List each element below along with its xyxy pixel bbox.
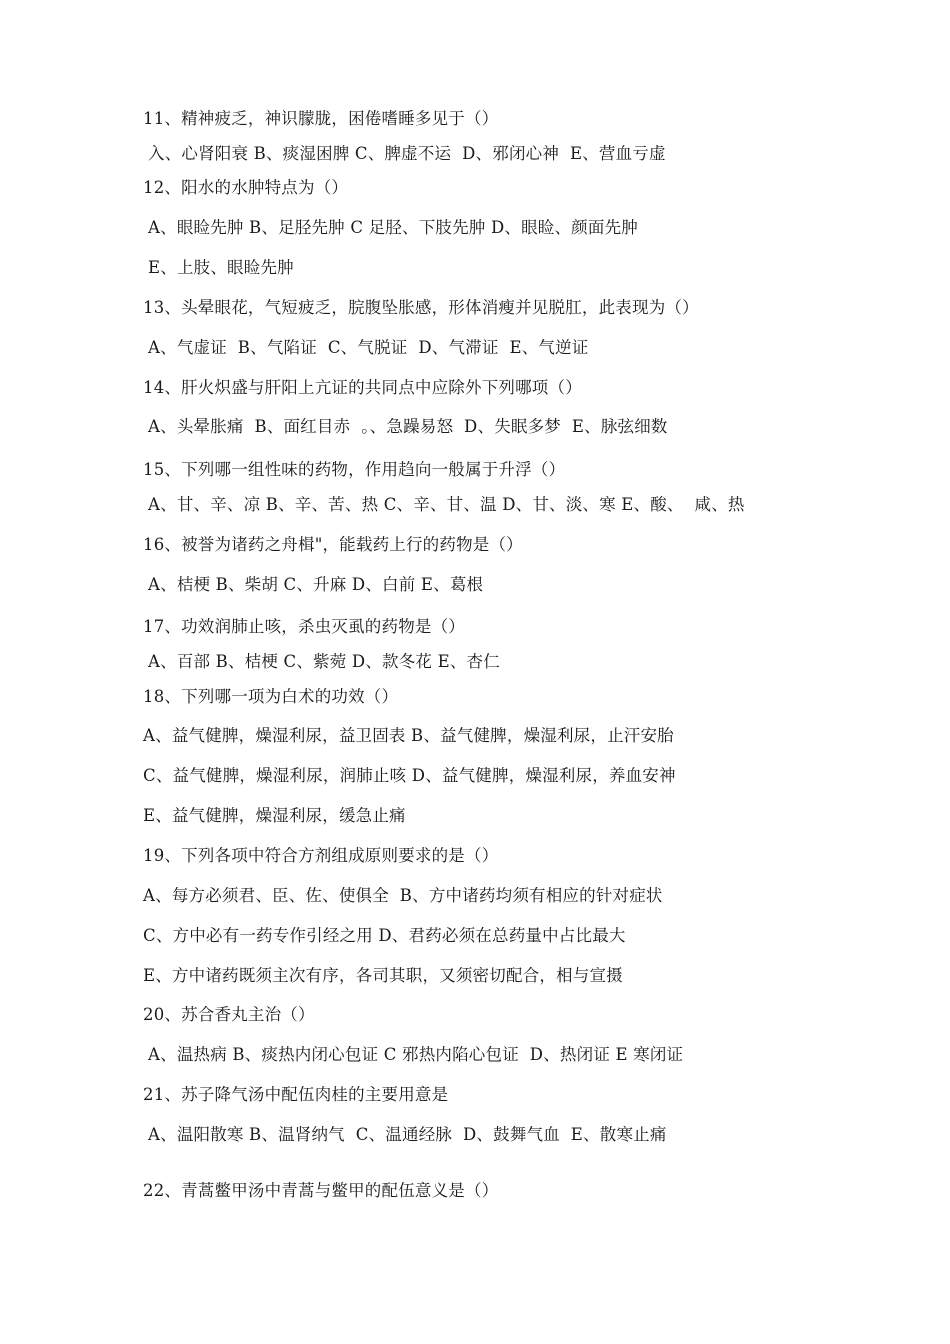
question-14-stem: 14、肝火炽盛与肝阳上亢证的共同点中应除外下列哪项（） [143, 378, 582, 397]
question-14-options: A、头晕胀痛 B、面红目赤 。、急躁易怒 D、失眠多梦 E、脉弦细数 [148, 417, 668, 436]
question-11-options: 入、心肾阳衰 B、痰湿困脾 C、脾虚不运 D、邪闭心神 E、营血亏虚 [148, 144, 666, 163]
question-12-options: E、上肢、眼睑先肿 [148, 258, 294, 277]
question-15-options: A、甘、辛、凉 B、辛、苦、热 C、辛、甘、温 D、甘、淡、寒 E、酸、 咸、热 [148, 495, 745, 514]
question-13-stem: 13、头晕眼花，气短疲乏，脘腹坠胀感，形体消瘦并见脱肛，此表现为（） [143, 298, 699, 317]
question-17-stem: 17、功效润肺止咳，杀虫灭虱的药物是（） [143, 617, 465, 636]
question-20-options: A、温热病 B、痰热内闭心包证 C 邪热内陷心包证 D、热闭证 E 寒闭证 [148, 1045, 684, 1064]
question-18-options: E、益气健脾，燥湿利尿，缓急止痛 [143, 806, 406, 825]
question-19-stem: 19、下列各项中符合方剂组成原则要求的是（） [143, 846, 499, 865]
question-12-stem: 12、阳水的水肿特点为（） [143, 178, 349, 197]
question-19-options: A、每方必须君、臣、佐、使俱全 B、方中诸药均须有相应的针对症状 [143, 886, 663, 905]
question-11-stem: 11、精神疲乏，神识朦胧，困倦嗜睡多见于（） [143, 109, 499, 128]
question-21-options: A、温阳散寒 B、温肾纳气 C、温通经脉 D、鼓舞气血 E、散寒止痛 [148, 1125, 667, 1144]
question-20-stem: 20、苏合香丸主治（） [143, 1005, 315, 1024]
question-22-stem: 22、青蒿鳖甲汤中青蒿与鳖甲的配伍意义是（） [143, 1181, 499, 1200]
question-17-options: A、百部 B、桔梗 C、紫菀 D、款冬花 E、杏仁 [148, 652, 500, 671]
question-18-options: C、益气健脾，燥湿利尿，润肺止咳 D、益气健脾，燥湿利尿，养血安神 [143, 766, 676, 785]
question-21-stem: 21、苏子降气汤中配伍肉桂的主要用意是 [143, 1085, 449, 1104]
question-19-options: E、方中诸药既须主次有序，各司其职，又须密切配合，相与宣摄 [143, 966, 623, 985]
question-12-options: A、眼睑先肿 B、足胫先肿 C 足胫、下肢先肿 D、眼睑、颜面先肿 [148, 218, 638, 237]
question-19-options: C、方中必有一药专作引经之用 D、君药必须在总药量中占比最大 [143, 926, 626, 945]
question-13-options: A、气虚证 B、气陷证 C、气脱证 D、气滞证 E、气逆证 [148, 338, 589, 357]
question-15-stem: 15、下列哪一组性味的药物，作用趋向一般属于升浮（） [143, 460, 566, 479]
question-18-options: A、益气健脾，燥湿利尿，益卫固表 B、益气健脾，燥湿利尿，止汗安胎 [143, 726, 674, 745]
question-18-stem: 18、下列哪一项为白术的功效（） [143, 687, 399, 706]
question-16-options: A、桔梗 B、柴胡 C、升麻 D、白前 E、葛根 [148, 575, 484, 594]
question-16-stem: 16、被誉为诸药之舟楫"，能载药上行的药物是（） [143, 535, 523, 554]
